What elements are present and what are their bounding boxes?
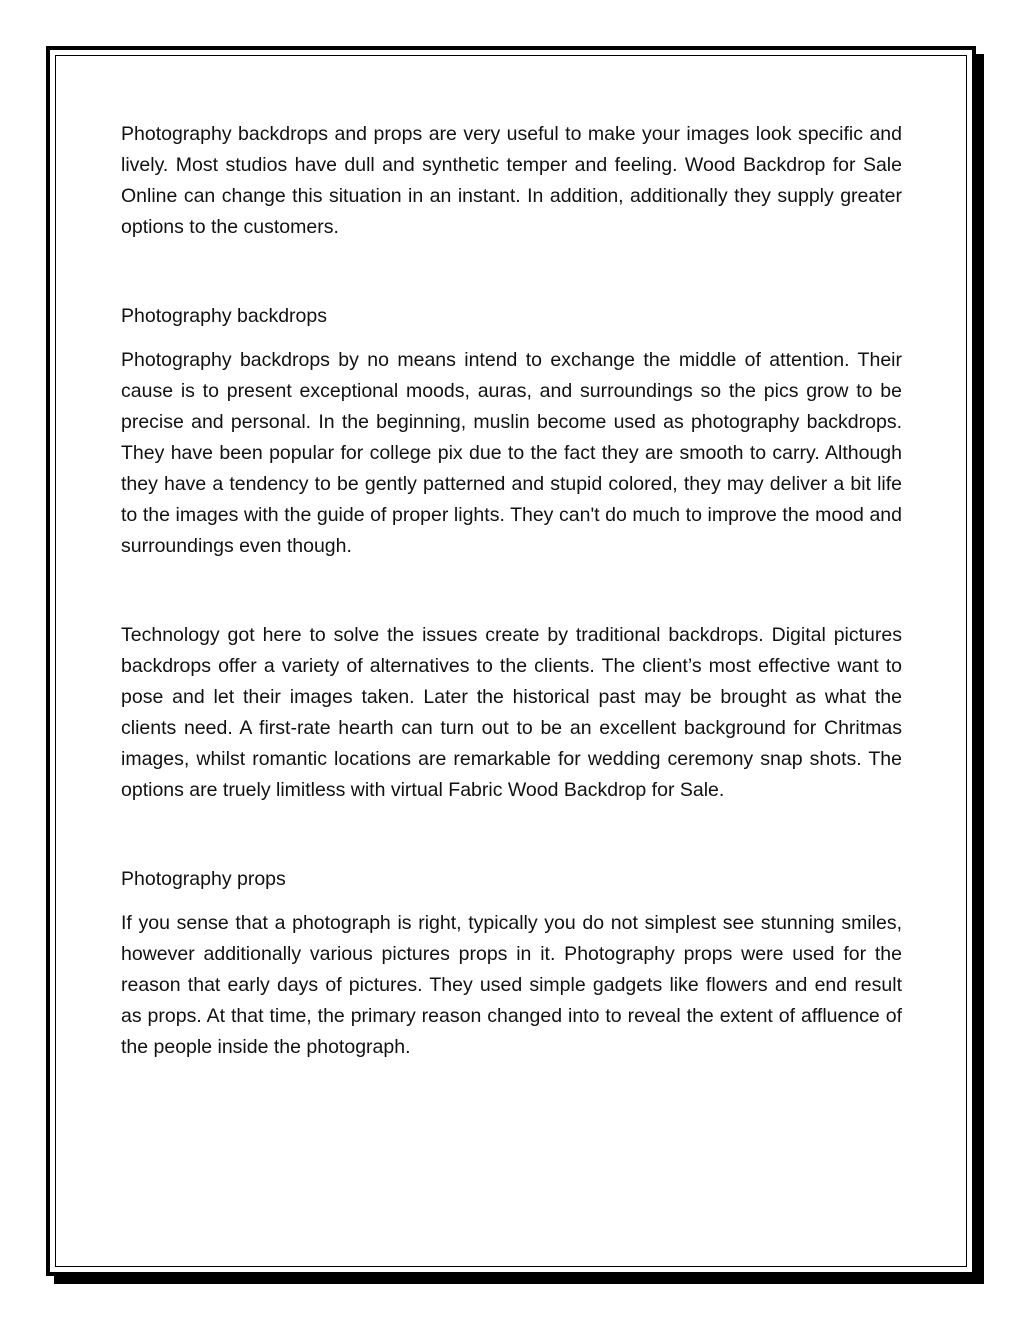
props-paragraph: If you sense that a photograph is right, typically you do not simplest see stunning smiles, however additionally various pictures props in it. Photography props were used for the reason that early days of pictures. They used simple gadgets like flowers and end result as props. At that time, the primary reason changed into to reveal the extent of affluence of the people inside the photograph. (121, 912, 902, 1058)
section-heading-backdrops: Photography backdrops (121, 305, 327, 327)
intro-paragraph: Photography backdrops and props are very useful to make your images look specific and lively. Most studios have dull and synthetic temper and feeling. Wood Backdrop for Sale Online can change this situation in an instant. In addition, additionally they supply greater options to the customers. (121, 123, 902, 238)
section-heading-props: Photography props (121, 868, 286, 890)
technology-paragraph: Technology got here to solve the issues create by traditional backdrops. Digital pictures backdrops offer a variety of alternatives to the clients. The client’s most effective want to pose and let their images taken. Later the historical past may be brought as what the clients need. A first-rate hearth can turn out to be an excellent background for Chritmas images, whilst romantic locations are remarkable for wedding ceremony snap shots. The options are truely limitless with virtual Fabric Wood Backdrop for Sale. (121, 624, 902, 801)
backdrops-paragraph: Photography backdrops by no means intend to exchange the middle of attention. Their cause is to present exceptional moods, auras, and surroundings so the pics grow to be precise and personal. In the beginning, muslin become used as photography backdrops. They have been popular for college pix due to the fact they are smooth to carry. Although they have a tendency to be gently patterned and stupid colored, they may deliver a bit life to the images with the guide of proper lights. They can't do much to improve the mood and surroundings even though. (121, 349, 902, 557)
document-body (121, 119, 902, 1063)
